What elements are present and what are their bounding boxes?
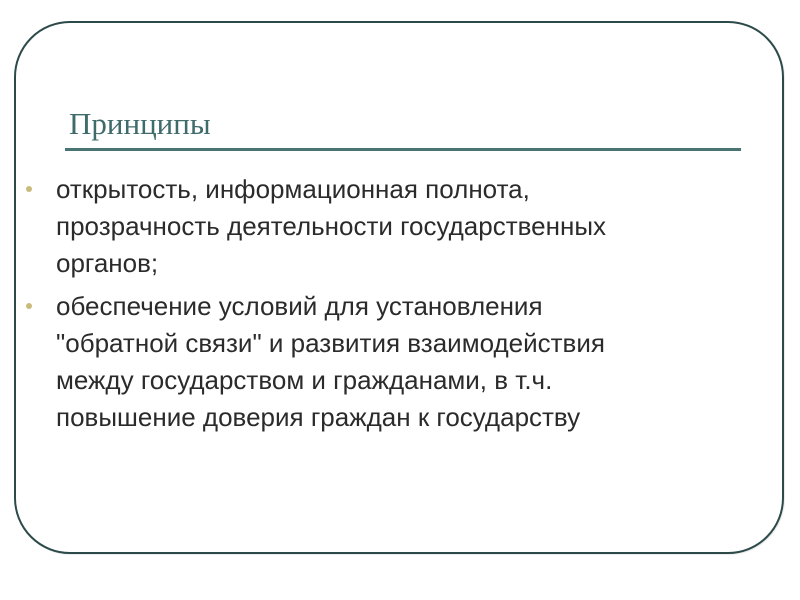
bullet-dot-icon	[26, 303, 32, 309]
bullet-line: между государством и гражданами, в т.ч.	[56, 365, 553, 395]
bullet-dot-icon	[26, 186, 32, 192]
bullet-item-feedback	[22, 288, 742, 436]
bullet-line: прозрачность деятельности государственных	[56, 211, 607, 241]
bullet-line: повышение доверия граждан к государству	[56, 402, 581, 432]
bullet-item-openness	[22, 171, 742, 282]
bullet-list	[22, 171, 742, 442]
bullet-line: "обратной связи" и развития взаимодействия	[56, 328, 605, 358]
title-underline	[65, 148, 741, 151]
bullet-line: органов;	[56, 248, 159, 278]
bullet-line: открытость, информационная полнота,	[56, 174, 530, 204]
slide-title: Принципы	[69, 106, 211, 141]
bullet-line: обеспечение условий для установления	[56, 291, 543, 321]
